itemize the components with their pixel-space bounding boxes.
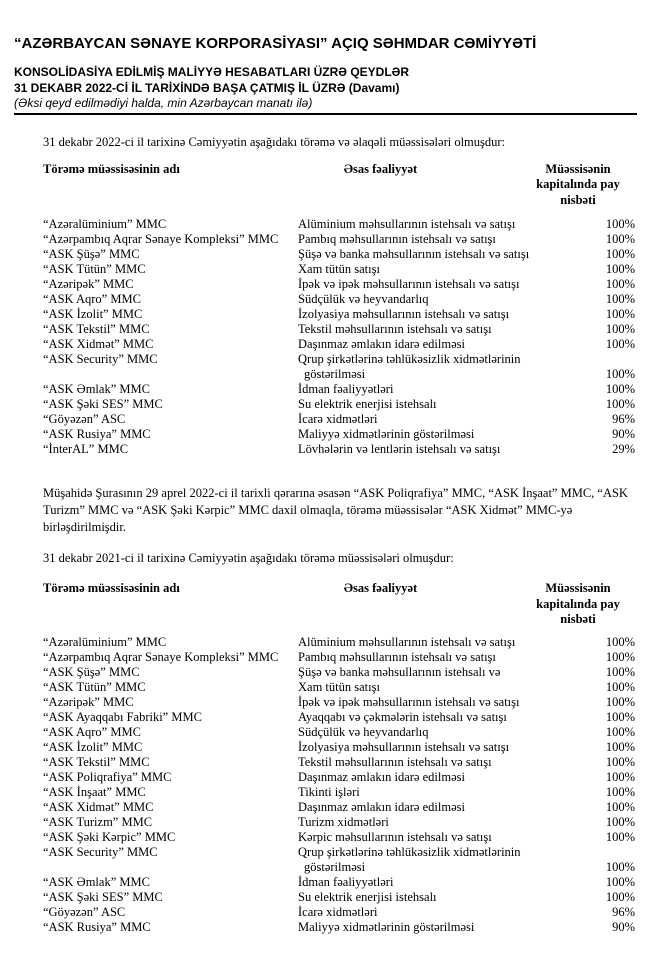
table-row [43,352,637,382]
subsidiary-name: “Azəripək” MMC [43,277,134,291]
table-row [43,905,637,920]
column-header-activity: Əsas fəaliyyət [343,581,418,595]
table-row [43,815,637,830]
table-row [43,770,637,785]
subsidiary-name: “ASK Tütün” MMC [43,262,146,276]
subsidiary-name: “ASK Əmlak” MMC [43,382,150,396]
subsidiary-name: “ASK İzolit” MMC [43,739,143,754]
subsidiary-share: 100% [605,292,635,306]
table-row [43,755,637,770]
table-row [43,830,637,845]
subsidiary-name: “Azəralüminium” MMC [43,634,167,649]
subsidiary-share: 100% [605,217,635,231]
table-row [43,397,637,412]
subsidiary-activity: Kərpic məhsullarının istehsalı və satışı [298,829,492,844]
subsidiary-activity: İcarə xidmətləri [298,904,378,919]
subsidiary-share: 100% [605,634,635,649]
subsidiary-activity: Maliyyə xidmətlərinin göstərilməsi [298,919,475,934]
subsidiary-activity: Südçülük və heyvandarlıq [298,292,429,306]
merger-paragraph: Müşahidə Şurasının 29 aprel 2022-ci il tarixli qərarına əsasən “ASK Poliqrafiya” MMC, “ASK İnşaat” MMC, “ASK Turizm” MMC və “ASK Şəki Kərpic” MMC daxil olmaqla, törəmə müəssisələr “ASK Xidmət” MMC-yə birləşdirilmişdir. [43,486,628,534]
subsidiary-share: 100% [605,874,635,889]
subsidiary-activity: İpək və ipək məhsullarının istehsalı və satışı [298,277,520,291]
subsidiary-activity: İdman fəaliyyətləri [298,382,394,396]
subsidiary-share: 100% [605,754,635,769]
table-row [43,635,637,650]
subsidiary-share: 100% [605,814,635,829]
subsidiary-name: “ASK Tekstil” MMC [43,754,150,769]
column-header-activity: Əsas fəaliyyət [343,161,418,176]
column-header-share: Müəssisənin kapitalında pay nisbəti [536,161,620,207]
table-row [43,665,637,680]
subsidiary-activity: Daşınmaz əmlakın idarə edilməsi [298,337,465,351]
subsidiary-activity: Şüşə və banka məhsullarının istehsalı və satışı [298,247,530,261]
report-subtitle-line1: KONSOLİDASİYA EDİLMİŞ MALİYYƏ HESABATLARI ÜZRƏ QEYDLƏR [14,65,410,79]
subsidiary-share: 100% [605,739,635,754]
table-row [43,442,637,457]
subsidiary-name: “ASK Rusiya” MMC [43,919,151,934]
subsidiary-activity: Su elektrik enerjisi istehsalı [298,889,437,904]
table-row [43,650,637,665]
subsidiary-activity: İdman fəaliyyətləri [298,874,394,889]
subsidiary-name: “İnterAL” MMC [43,442,129,456]
subsidiary-activity: Ayaqqabı və çəkmələrin istehsalı və satışı [298,709,507,724]
subsidiaries-table-2022 [43,162,637,458]
report-subtitle-line2: 31 DEKABR 2022-Cİ İL TARİXİNDƏ BAŞA ÇATMIŞ İL ÜZRƏ (Davamı) [14,80,400,95]
subsidiary-share: 29% [612,442,635,456]
subsidiary-name: “ASK Şüşə” MMC [43,247,140,261]
subsidiary-name: “Azərpambıq Aqrar Sənaye Kompleksi” MMC [43,232,279,246]
subsidiary-name: “Azəripək” MMC [43,694,134,709]
subsidiary-name: “ASK Şəki SES” MMC [43,889,163,904]
report-subtitle [14,65,637,96]
subsidiary-share: 100% [605,247,635,261]
subsidiary-name: “ASK Security” MMC [43,352,158,366]
table-row [43,725,637,740]
table-row [43,382,637,397]
table-row [43,680,637,695]
subsidiary-activity: Pambıq məhsullarının istehsalı və satışı [298,232,496,246]
table-row [43,277,637,292]
subsidiary-name: “ASK Şüşə” MMC [43,664,140,679]
table-row [43,292,637,307]
subsidiary-activity: Su elektrik enerjisi istehsalı [298,397,437,411]
table-row [43,232,637,247]
subsidiary-name: “ASK Security” MMC [43,844,158,859]
subsidiary-name: “ASK İzolit” MMC [43,307,143,321]
subsidiary-name: “ASK Əmlak” MMC [43,874,150,889]
subsidiary-activity: Turizm xidmətləri [298,814,389,829]
subsidiary-activity: Tekstil məhsullarının istehsalı və satışı [298,754,492,769]
subsidiary-name: “ASK Aqro” MMC [43,292,141,306]
subsidiary-share: 100% [605,337,635,351]
subsidiary-share: 100% [605,859,635,874]
subsidiary-share: 90% [612,919,635,934]
subsidiary-activity: Qrup şirkətlərinə təhlükəsizlik xidmətlərinin göstərilməsi [298,844,521,874]
subsidiary-share: 100% [605,889,635,904]
subsidiary-activity: Daşınmaz əmlakın idarə edilməsi [298,799,465,814]
table-row [43,217,637,232]
subsidiary-activity: Pambıq məhsullarının istehsalı və satışı [298,649,496,664]
subsidiary-activity: İzolyasiya məhsullarının istehsalı və satışı [298,739,510,754]
subsidiary-activity: Maliyyə xidmətlərinin göstərilməsi [298,427,475,441]
subsidiary-activity: Alüminium məhsullarının istehsalı və satışı [298,217,516,231]
currency-note: (Əksi qeyd edilmədiyi halda, min Azərbaycan manatı ilə) [14,96,313,110]
subsidiary-activity: Tekstil məhsullarının istehsalı və satışı [298,322,492,336]
table-row [43,412,637,427]
table-row [43,800,637,815]
subsidiary-name: “ASK Xidmət” MMC [43,337,154,351]
subsidiary-share: 100% [605,664,635,679]
table-row [43,695,637,710]
subsidiary-activity: İcarə xidmətləri [298,412,378,426]
subsidiary-share: 100% [605,799,635,814]
subsidiary-share: 100% [605,769,635,784]
subsidiary-name: “Azəralüminium” MMC [43,217,167,231]
table-2021-rows [43,635,637,935]
subsidiary-name: “ASK Şəki Kərpic” MMC [43,829,176,844]
table-row [43,785,637,800]
subsidiary-name: “Göyəzən” ASC [43,412,126,426]
subsidiary-name: “ASK Poliqrafiya” MMC [43,769,172,784]
intro-2022-paragraph: 31 dekabr 2022-ci il tarixinə Cəmiyyətin aşağıdakı törəmə və əlaqəli müəssisələri olmuşdur: [43,134,506,149]
subsidiary-share: 100% [605,232,635,246]
header-divider [14,113,637,115]
subsidiary-share: 100% [605,277,635,291]
subsidiary-name: “ASK Tütün” MMC [43,679,146,694]
subsidiary-share: 100% [605,262,635,276]
subsidiary-activity: Şüşə və banka məhsullarının istehsalı və [298,664,501,679]
subsidiary-name: “ASK Xidmət” MMC [43,799,154,814]
subsidiary-activity: Tikinti işləri [298,784,360,799]
subsidiary-activity: İzolyasiya məhsullarının istehsalı və satışı [298,307,510,321]
company-title: “AZƏRBAYCAN SƏNAYE KORPORASİYASI” AÇIQ SƏHMDAR CƏMİYYƏTİ [14,35,537,52]
subsidiary-activity: Südçülük və heyvandarlıq [298,724,429,739]
column-header-share: Müəssisənin kapitalında pay nisbəti [536,581,620,626]
subsidiary-activity: Daşınmaz əmlakın idarə edilməsi [298,769,465,784]
subsidiary-activity: İpək və ipək məhsullarının istehsalı və satışı [298,694,520,709]
intro-2021-paragraph: 31 dekabr 2021-ci il tarixinə Cəmiyyətin aşağıdakı törəmə müəssisələri olmuşdur: [43,551,454,565]
subsidiary-name: “ASK Şəki SES” MMC [43,397,163,411]
subsidiary-share: 96% [612,412,635,426]
table-row [43,337,637,352]
subsidiary-share: 100% [605,307,635,321]
subsidiary-share: 100% [605,382,635,396]
subsidiary-activity: Xam tütün satışı [298,679,380,694]
subsidiary-share: 100% [605,829,635,844]
table-row [43,890,637,905]
document-body [43,134,637,935]
subsidiary-share: 96% [612,904,635,919]
table-row [43,262,637,277]
column-header-name: Törəmə müəssisəsinin adı [43,581,180,595]
subsidiary-activity: Xam tütün satışı [298,262,380,276]
subsidiary-name: “ASK Ayaqqabı Fabriki” MMC [43,709,202,724]
table-row [43,247,637,262]
subsidiary-name: “ASK Rusiya” MMC [43,427,151,441]
table-row [43,427,637,442]
table-2022-rows [43,217,637,457]
subsidiary-share: 100% [605,322,635,336]
table-2021-header [43,581,637,628]
subsidiaries-table-2021 [43,581,637,935]
subsidiary-activity: Qrup şirkətlərinə təhlükəsizlik xidmətlərinin göstərilməsi [298,352,521,381]
table-row [43,710,637,725]
subsidiary-name: “ASK İnşaat” MMC [43,784,146,799]
subsidiary-share: 100% [605,709,635,724]
subsidiary-name: “ASK Tekstil” MMC [43,322,150,336]
table-row [43,875,637,890]
subsidiary-name: “ASK Turizm” MMC [43,814,153,829]
subsidiary-share: 100% [605,679,635,694]
table-2022-header [43,162,637,209]
subsidiary-share: 100% [605,784,635,799]
subsidiary-name: “Göyəzən” ASC [43,904,126,919]
subsidiary-activity: Alüminium məhsullarının istehsalı və satışı [298,634,516,649]
subsidiary-name: “ASK Aqro” MMC [43,724,141,739]
table-row [43,307,637,322]
subsidiary-share: 100% [605,724,635,739]
subsidiary-name: “Azərpambıq Aqrar Sənaye Kompleksi” MMC [43,649,279,664]
subsidiary-share: 100% [605,649,635,664]
table-row [43,322,637,337]
subsidiary-share: 100% [605,397,635,411]
table-row [43,845,637,875]
subsidiary-share: 100% [605,367,635,381]
subsidiary-share: 90% [612,427,635,441]
table-row [43,740,637,755]
subsidiary-share: 100% [605,694,635,709]
table-row [43,920,637,935]
subsidiary-activity: Lövhələrin və lentlərin istehsalı və satışı [298,442,501,456]
column-header-name: Törəmə müəssisəsinin adı [43,161,180,176]
